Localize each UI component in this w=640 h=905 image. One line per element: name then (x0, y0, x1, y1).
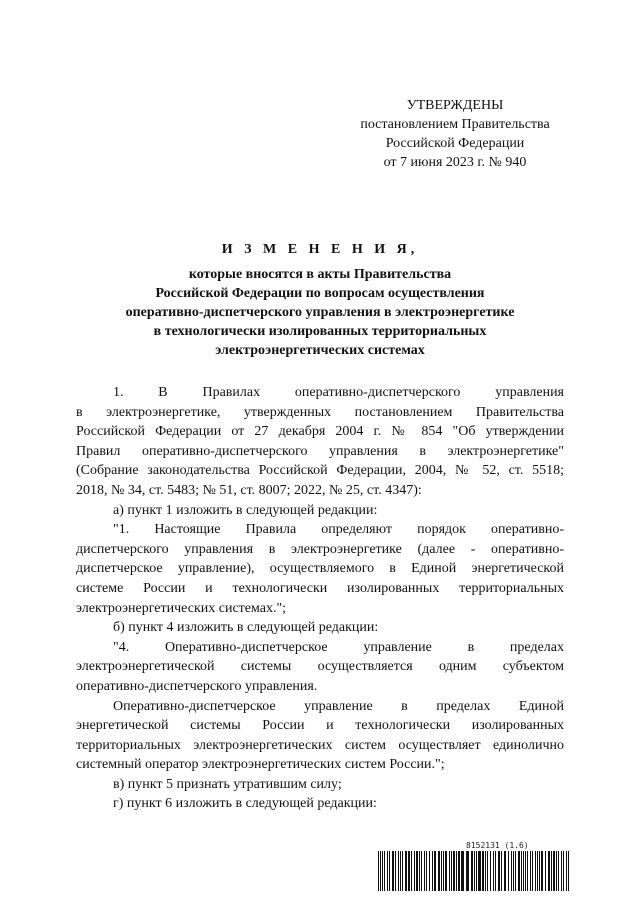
document-heading (100, 240, 540, 360)
paragraph-line: 2018, № 34, ст. 5483; № 51, ст. 8007; 2022, № 25, ст. 4347): (76, 482, 422, 498)
paragraph-line: электроэнергетических системах."; (76, 600, 287, 616)
approval-stamp (340, 96, 570, 172)
subtitle-line: электроэнергетических системах (215, 343, 425, 358)
subtitle-line: Российской Федерации по вопросам осуществления (155, 286, 485, 301)
subitem-a: а) пункт 1 изложить в следующей редакции: (113, 502, 378, 518)
paragraph-line: Оперативно-диспетчерское управление в пределах Единой (113, 698, 564, 714)
paragraph-line: энергетической системы России и технологически изолированных (76, 718, 564, 734)
paragraph-line: Российской Федерации от 27 декабря 2004 г. № 854 "Об утверждении (76, 424, 564, 440)
paragraph-line: электроэнергетической системы осуществляется одним субъектом (76, 659, 564, 675)
paragraph-line: в электроэнергетике, утвержденных постановлением Правительства (76, 404, 564, 420)
paragraph-line: территориальных электроэнергетических систем осуществляет единолично (76, 737, 564, 753)
document-title: И З М Е Н Е Н И Я, (221, 242, 419, 257)
approval-line: постановлением Правительства (360, 117, 550, 132)
paragraph-line: системе России и технологически изолированных территориальных (76, 580, 564, 596)
subtitle-line: оперативно-диспетчерского управления в электроэнергетике (125, 305, 515, 320)
paragraph-line: диспетчерское управление), осуществляемого в Единой энергетической (76, 561, 564, 577)
document-body (76, 383, 564, 814)
paragraph-line: "4. Оперативно-диспетчерское управление в пределах (113, 639, 564, 655)
paragraph-line: диспетчерского управления в электроэнергетике (далее - оперативно- (76, 541, 564, 557)
subtitle-line: в технологически изолированных территориальных (153, 324, 487, 339)
approval-line: от 7 июня 2023 г. № 940 (383, 155, 527, 170)
approval-line: УТВЕРЖДЕНЫ (406, 98, 504, 113)
barcode-number: 8152131 (1.6) (466, 841, 529, 850)
subitem-g: г) пункт 6 изложить в следующей редакции: (113, 796, 377, 812)
paragraph-line: (Собрание законодательства Российской Федерации, 2004, № 52, ст. 5518; (76, 463, 564, 479)
paragraph-line: Правил оперативно-диспетчерского управления в электроэнергетике" (76, 443, 564, 459)
subitem-b: б) пункт 4 изложить в следующей редакции: (113, 620, 379, 636)
barcode-icon (378, 851, 570, 891)
subitem-v: в) пункт 5 признать утратившим силу; (113, 776, 342, 792)
paragraph-line: системный оператор электроэнергетических систем России."; (76, 757, 445, 773)
subtitle-line: которые вносятся в акты Правительства (188, 267, 452, 282)
approval-line: Российской Федерации (385, 136, 525, 151)
paragraph-line: "1. Настоящие Правила определяют порядок оперативно- (113, 522, 564, 538)
paragraph-line: оперативно-диспетчерского управления. (76, 678, 318, 694)
paragraph-line: 1. В Правилах оперативно-диспетчерского управления (113, 385, 564, 400)
